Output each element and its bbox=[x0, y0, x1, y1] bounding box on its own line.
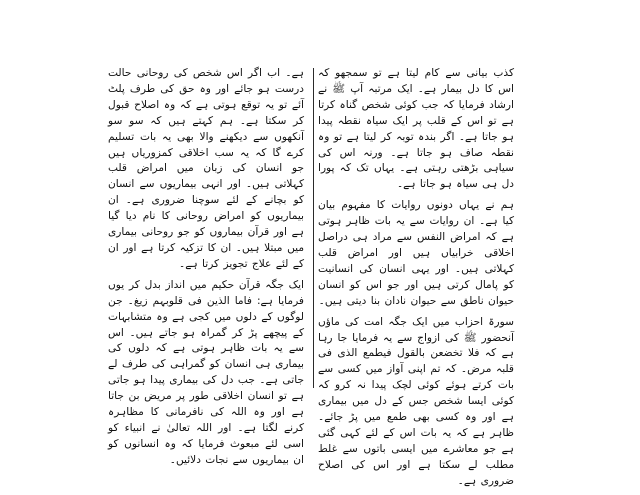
column-divider bbox=[313, 68, 314, 388]
left-paragraph-2: ایک جگہ قرآن حکیم میں انداز بدل کر یوں فرمایا ہے: فاما الذین فی قلوبہم زیغ۔ جن لوگوں کے دلوں میں کجی ہے وہ متشابہات کے پیچھے پڑ کر گمراہ ہو جاتے ہیں۔ اس سے یہ بات ظاہر ہوتی ہے کہ دلوں کی بیماری ہی انسان کو گمراہی کی طرف لے جاتی ہے۔ جب دل کی بیماری پیدا ہو جاتی ہے تو انسان اخلاقی طور پر مریض بن جاتا ہے اور وہ اللہ کی نافرمانی کا مظاہرہ کرنے لگتا ہے۔ اور اللہ تعالیٰ نے انبیاء کو اسی لئے مبعوث فرمایا کہ وہ انسانوں کو ان بیماریوں سے نجات دلائیں۔ bbox=[108, 278, 304, 466]
right-paragraph-1: کذب بیانی سے کام لیتا ہے تو سمجھو کہ اس کا دل بیمار ہے۔ ایک مرتبہ آپ ﷺ نے ارشاد فرمایا کہ جب کوئی شخص گناہ کرتا ہے تو اس کے قلب پر ایک سیاہ نقطہ پیدا ہو جاتا ہے۔ اگر بندہ توبہ کر لیتا ہے تو وہ نقطہ صاف ہو جاتا ہے۔ ورنہ اس کی سیاہی بڑھتی رہتی ہے۔ یہاں تک کہ پورا دل ہی سیاہ ہو جاتا ہے۔ bbox=[318, 67, 514, 191]
left-paragraph-1: ہے۔ اب اگر اس شخص کی روحانی حالت درست ہو جائے اور وہ حق کی طرف پلٹ آئے تو یہ توقع ہوتی ہے کہ وہ اصلاح قبول کر سکتا ہے۔ ہم کہتے ہیں کہ سو سو آنکھوں سے دیکھنے والا بھی یہ بات تسلیم کرے گا کہ یہ سب اخلاقی کمزوریاں ہیں جو انسان کی زبان میں امراض قلب کہلاتی ہیں۔ اور انہی بیماریوں سے انسان کو بچانے کے لئے سوچنا ضروری ہے۔ ان بیماریوں کو امراض روحانی کا نام دیا گیا ہے اور قرآن بیماروں کو جو روحانی بیماری میں مبتلا ہیں۔ ان کا تزکیہ کرتا ہے اور ان کے لئے علاج تجویز کرتا ہے۔ bbox=[108, 67, 304, 270]
right-text-column bbox=[318, 66, 514, 495]
left-text-column bbox=[108, 66, 304, 474]
right-paragraph-3: سورۃ احزاب میں ایک جگہ امت کی ماؤں آنحضور ﷺ کی ازواج سے یہ فرمایا جا رہا ہے کہ فلا تخضعن بالقول فیطمع الذی فی قلبہ مرض۔ کہ تم اپنی آواز میں کسی سے بات کرتے ہوئے کوئی لچک پیدا نہ کرو کہ کوئی ایسا شخص جس کے دل میں بیماری ہے اور وہ کسی بھی طمع میں پڑ جائے۔ ظاہر ہے کہ یہ بات اس کے لئے کہی گئی ہے جو معاشرے میں ایسی باتوں سے غلط مطلب لے سکتا ہے اور اس کی اصلاح ضروری ہے۔ bbox=[318, 315, 514, 487]
right-paragraph-2: ہم نے یہاں دونوں روایات کا مفہوم بیان کیا ہے۔ ان روایات سے یہ بات ظاہر ہوتی ہے کہ امراض النفس سے مراد ہی دراصل اخلاقی خرابیاں ہیں اور امراض قلب کہلاتی ہیں۔ اور یہی انسان کی انسانیت کو پامال کرتی ہیں اور جو اس کو انسان حیوان ناطق سے حیوان نادان بنا دیتی ہیں۔ bbox=[318, 199, 514, 307]
